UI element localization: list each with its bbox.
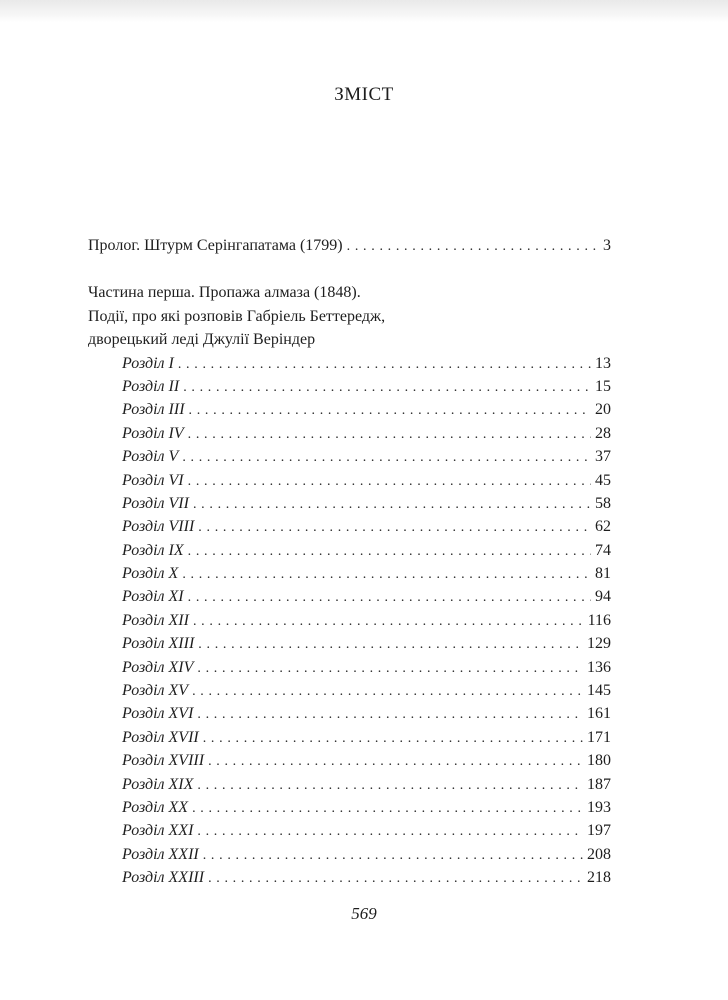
toc-entry-label: Розділ VII: [122, 494, 189, 512]
page-number: 569: [351, 904, 377, 923]
toc-entry-label: Розділ XVI: [122, 705, 194, 723]
toc-entry-label: Розділ III: [122, 401, 185, 419]
toc-entry-chapter[interactable]: [122, 679, 611, 702]
toc-entry-page: 62: [595, 518, 611, 536]
toc-entry-label: Розділ XVIII: [122, 752, 205, 770]
dot-leader: [193, 610, 584, 633]
toc-entry-page: 171: [587, 728, 611, 746]
toc-entry-label: Розділ I: [122, 354, 174, 372]
toc-entry-label: Розділ V: [122, 448, 179, 466]
toc-entry-prologue[interactable]: [88, 234, 611, 257]
dot-leader: [197, 703, 583, 726]
dot-leader: [188, 586, 591, 609]
dot-leader: [198, 516, 591, 539]
toc-entry-label: Розділ VIII: [122, 518, 195, 536]
toc-entry-page: 116: [587, 611, 611, 629]
part-heading-line: дворецький леді Джулії Веріндер: [88, 331, 316, 349]
toc-entry-page: 37: [595, 448, 611, 466]
dot-leader: [208, 750, 583, 773]
toc-entry-chapter[interactable]: [122, 749, 611, 772]
page-title: ЗМІСТ: [334, 84, 394, 105]
dot-leader: [188, 470, 591, 493]
toc-entry-chapter[interactable]: [122, 632, 611, 655]
toc-entry-label: Розділ IX: [122, 541, 184, 559]
toc-entry-label: Розділ II: [122, 377, 180, 395]
dot-leader: [203, 844, 583, 867]
toc-entry-chapter[interactable]: [122, 585, 611, 608]
toc-entry-chapter[interactable]: [122, 796, 611, 819]
toc-entry-page: 193: [587, 798, 611, 816]
toc-entry-page: 81: [595, 565, 611, 583]
toc-entry-label: Розділ XII: [122, 611, 189, 629]
toc-entry-page: 218: [587, 869, 611, 887]
part-one-heading: [88, 281, 611, 351]
toc-entry-page: 15: [595, 377, 611, 395]
toc-entry-chapter[interactable]: [122, 492, 611, 515]
dot-leader: [182, 563, 591, 586]
toc-entry-page: 161: [587, 705, 611, 723]
toc-entry-label: Розділ XVII: [122, 728, 199, 746]
toc-entry-label: Розділ XXIII: [122, 869, 205, 887]
dot-leader: [192, 680, 583, 703]
toc-entry-chapter[interactable]: [122, 609, 611, 632]
toc-entry-label: Розділ X: [122, 565, 179, 583]
page-top-shadow: [0, 0, 728, 22]
toc-entry-label: Розділ XIII: [122, 635, 195, 653]
dot-leader: [189, 399, 591, 422]
dot-leader: [197, 820, 583, 843]
toc-entry-chapter[interactable]: [122, 656, 611, 679]
toc-entry-page: 58: [595, 494, 611, 512]
toc-entry-chapter[interactable]: [122, 726, 611, 749]
dot-leader: [198, 633, 583, 656]
toc-entry-chapter[interactable]: [122, 562, 611, 585]
dot-leader: [183, 376, 591, 399]
dot-leader: [178, 353, 591, 376]
toc-entry-label: Розділ IV: [122, 424, 184, 442]
toc-entry-chapter[interactable]: [122, 422, 611, 445]
toc-entry-chapter[interactable]: [122, 539, 611, 562]
toc-entry-page: 197: [587, 822, 611, 840]
toc-entry-chapter[interactable]: [122, 445, 611, 468]
toc-entry-chapter[interactable]: [122, 819, 611, 842]
toc-entry-page: 28: [595, 424, 611, 442]
toc-entry-page: 74: [595, 541, 611, 559]
toc-entry-label: Розділ XIV: [122, 658, 194, 676]
table-of-contents: [88, 234, 611, 890]
toc-entry-chapter[interactable]: [122, 866, 611, 889]
toc-entry-chapter[interactable]: [122, 352, 611, 375]
toc-entry-label: Розділ XXII: [122, 845, 199, 863]
toc-entry-chapter[interactable]: [122, 375, 611, 398]
toc-entry-page: 3: [603, 237, 611, 254]
dot-leader: [197, 657, 583, 680]
toc-entry-label: Розділ XXI: [122, 822, 194, 840]
dot-leader: [182, 446, 591, 469]
toc-entry-chapter[interactable]: [122, 398, 611, 421]
toc-entry-chapter[interactable]: [122, 773, 611, 796]
toc-entry-page: 136: [587, 658, 611, 676]
toc-entry-chapter[interactable]: [122, 469, 611, 492]
toc-entry-page: 45: [595, 471, 611, 489]
dot-leader: [188, 540, 591, 563]
dot-leader: [347, 235, 599, 258]
toc-entry-label: Розділ XV: [122, 682, 189, 700]
toc-entry-page: 13: [595, 354, 611, 372]
toc-entry-page: 187: [587, 775, 611, 793]
toc-entry-label: Розділ XIX: [122, 775, 194, 793]
toc-entry-label: Розділ VI: [122, 471, 184, 489]
toc-entry-chapter[interactable]: [122, 702, 611, 725]
toc-entry-label: Розділ XX: [122, 798, 189, 816]
toc-entry-page: 94: [595, 588, 611, 606]
dot-leader: [188, 423, 591, 446]
toc-entry-page: 180: [587, 752, 611, 770]
dot-leader: [208, 867, 583, 890]
toc-entry-page: 208: [587, 845, 611, 863]
dot-leader: [193, 493, 591, 516]
toc-entry-page: 145: [587, 682, 611, 700]
toc-entry-page: 20: [595, 401, 611, 419]
toc-entry-chapter[interactable]: [122, 843, 611, 866]
toc-entry-label: Розділ XI: [122, 588, 184, 606]
dot-leader: [203, 727, 583, 750]
part-heading-line: Частина перша. Пропажа алмаза (1848).: [88, 284, 361, 302]
toc-entry-label: Пролог. Штурм Серінгапатама (1799): [88, 237, 343, 254]
dot-leader: [192, 797, 583, 820]
part-heading-line: Події, про які розповів Габріель Беттередж,: [88, 307, 386, 325]
toc-entry-page: 129: [587, 635, 611, 653]
chapter-list: [88, 352, 611, 890]
dot-leader: [197, 774, 583, 797]
toc-entry-chapter[interactable]: [122, 515, 611, 538]
